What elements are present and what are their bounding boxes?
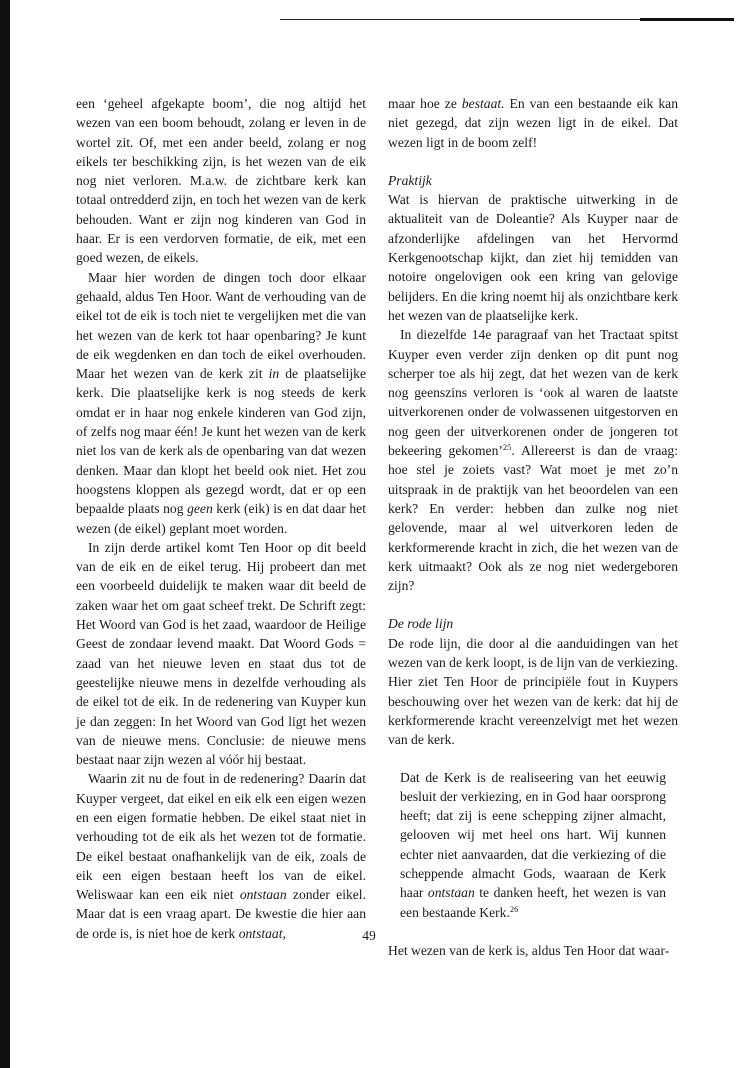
right-column <box>388 94 678 960</box>
paragraph: In zijn derde artikel komt Ten Hoor op dit beeld van de eik en de eikel terug. Hij probeert dan met een voorbeeld duidelijk te maken waar dit beeld de zaken waar het om gaat scheef trekt. De Schrift zegt: Het Woord van God is het zaad, waardoor de Heilige Geest de zondaar levend maakt. Dat Woord Gods = zaad van het nieuwe leven en staat dus tot de geestelijke nieuwe mens in dezelfde verhouding als de eikel tot de eik. In de redenering van Kuyper kun je dan zeggen: In het Woord van God ligt het wezen van de nieuwe mens. Conclusie: de nieuwe mens bestaat naar zijn wezen al vóór hij bestaat. <box>76 539 366 768</box>
page-number: 49 <box>362 928 376 943</box>
paragraph: Waarin zit nu de fout in de redenering? Daarin dat Kuyper vergeet, dat eikel en eik elk een eigen wezen en een eigen formatie hebben. De eikel staat niet in verhouding tot de eik als het wezen tot de formatie. De eikel bestaat onafhankelijk van de eik, zoals de eik een eigen bestaan heeft los van de eikel. Weliswaar kan een eik niet ontstaan zonder eikel. Maar dat is een vraag apart. De kwestie die hier aan de orde is, is niet hoe de kerk ontstaat, <box>76 771 366 941</box>
left-column <box>76 94 366 943</box>
paragraph: Wat is hiervan de praktische uitwerking in de aktualiteit van de Doleantie? Als Kuyper naar de afzonderlijke afdelingen van het Hervormd Kerkgenootschap kijkt, dan ziet hij temidden van notoire ongelovigen ook een kring van gelovige belijders. En die kring noemt hij als onzichtbare kerk het wezen van de plaatselijke kerk. <box>388 192 678 323</box>
paragraph: Maar hier worden de dingen toch door elkaar gehaald, aldus Ten Hoor. Want de verhouding van de eikel tot de eik is toch niet te vergelijken met die van het wezen van de kerk tot haar openbaring? Je kunt de eik wegdenken en dan toch de eikel overhouden. Maar het wezen van de kerk zit in de plaatselijke kerk. Die plaatselijke kerk is nog steeds de kerk omdat er in haar nog enkele kinderen van God zijn, of zelfs nog maar één! Je kunt het wezen van de kerk niet los van de kerk als de openbaring van dat wezen denken. Maar dan klopt het beeld ook niet. Het zou hoogstens kloppen als gezegd wordt, dat er op een bepaalde plaats nog geen kerk (eik) is en dat daar het wezen (de eikel) geplant moet worden. <box>76 269 366 536</box>
section-heading: Praktijk <box>388 172 432 188</box>
paragraph: Het wezen van de kerk is, aldus Ten Hoor dat waar- <box>388 942 670 958</box>
block-quote: Dat de Kerk is de realiseering van het eeuwig besluit der verkiezing, en in God haar oorsprong heeft; dat zij is eene schepping zijner almacht, gelooven wij met heel ons hart. Wij kunnen echter niet aanvaarden, dat die verkiezing of die scheppende almacht Gods, waaraan de Kerk haar ontstaan te danken heeft, het wezen is van een bestaande Kerk.$^{26}$ <box>400 769 667 920</box>
paragraph: De rode lijn, die door al die aanduidingen van het wezen van de kerk loopt, is de lijn van de verkiezing. Hier ziet Ten Hoor de principiële fout in Kuypers beschouwing over het wezen van de kerk: dat hij de kerkformerende kracht vereenzelvigt met het wezen van de kerk. <box>388 635 678 748</box>
section-heading: De rode lijn <box>388 616 454 632</box>
scan-binding-edge <box>0 0 10 1068</box>
header-rule-accent <box>640 18 734 21</box>
paragraph: maar hoe ze bestaat. En van een bestaande eik kan niet gezegd, dat zijn wezen ligt in de eikel. Dat wezen ligt in de boom zelf! <box>388 96 678 150</box>
footnote-ref: 25 <box>502 442 512 453</box>
paragraph: een ‘geheel afgekapte boom’, die nog altijd het wezen van een boom behoudt, zolang er leven in de wortel zit. Of, met een ander beeld, zolang er nog eikels ter beschikking zijn, is het wezen van de eik nog niet verloren. M.a.w. de zichtbare kerk kan totaal ontredderd zijn, en toch het wezen van de kerk behouden. Want er zijn nog kinderen van God in haar. Er is een verdorven formatie, de eik, met een goed wezen, de eikels. <box>76 96 366 266</box>
footnote-ref: 26 <box>509 903 519 914</box>
paragraph: In diezelfde 14e paragraaf van het Tractaat spitst Kuyper even verder zijn denken op dit punt nog scherper toe als hij zegt, dat het wezen van de kerk nog geenszins verloren is ‘ook al waren de laatste uitverkorenen onder de volwassenen uitgestorven en nog geen der uitverkorenen onder de jongeren tot bekeering gekomen’$^{25}$. Allereerst is dan de vraag: hoe stel je zoiets vast? Wat moet je met zo’n uitspraak in de praktijk van het beoordelen van een kerk? En verder: hebben dan zulke nog niet gelovende, maar al wel uitverkoren leden de kerkformerende kracht in zich, die het wezen van de kerk uitmaakt? Ook als ze nog niet wedergeboren zijn? <box>388 327 678 594</box>
